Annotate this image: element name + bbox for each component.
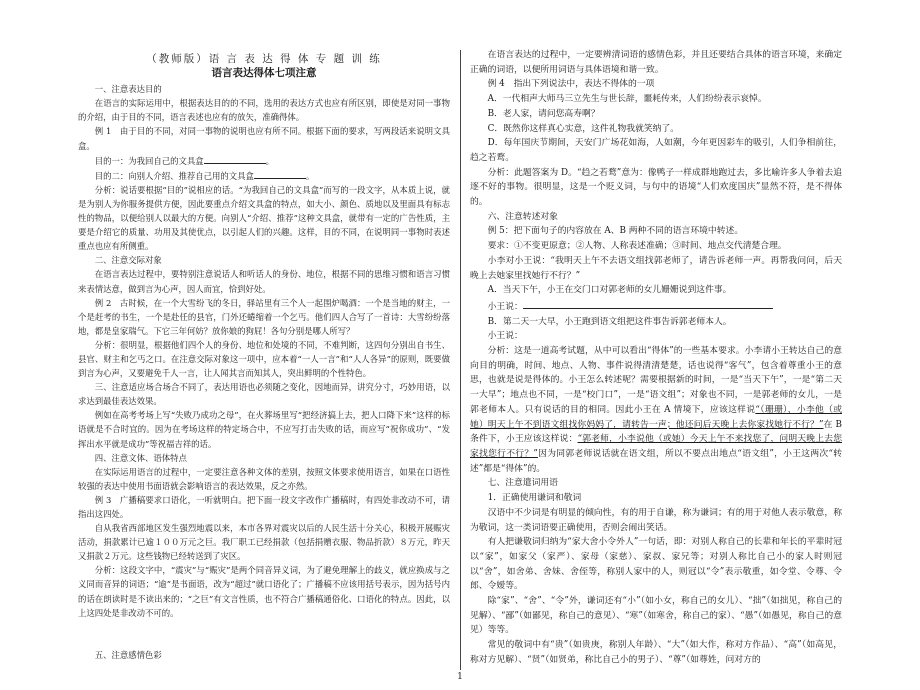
example: 例 5：把下面句子的内容放在 A、B 两种不同的语言环境中转述。 bbox=[487, 226, 744, 237]
doc-title: （教师版）语 言 表 达 得 体 专 题 训 练 bbox=[146, 53, 382, 65]
paragraph: 在语言的实际运用中，根据表达目的的不同，选用的表达方式也应有所区别，即使是对同一事物的介绍，由于目的不同，语言表述也应有的放矢，准确得体。 bbox=[78, 98, 450, 123]
paragraph: 在语言表达的过程中，一定要辨清词语的感情色彩，并且还要结合具体的语言环境，来确定正确的词语，以便所用词语与具体语境和谐一致。 bbox=[470, 50, 842, 75]
doc-subtitle: 语言表达得体七项注意 bbox=[211, 67, 317, 80]
right-column bbox=[470, 48, 842, 668]
example: 例 1 由于目的不同，对同一事物的说明也应有所不同。根据下面的要求，写两段话来说明文具盒。 bbox=[78, 126, 450, 151]
left-column bbox=[78, 48, 450, 662]
analysis: 分析：这段文字中，“震灾”与“赈灾”是两个同音异义词，为了避免理解上的歧义，就应换成与之义同而音异的词语；“逾”是书面语，改为“超过”就口语化了；广播稿不应该用括号表示，因为括号内的话在朗读时是不读出来的；“之巨”有文言性质，也不符合广播稿通俗化、口语化的特点。因此，以上这四处是非改动不可的。 bbox=[78, 565, 450, 618]
analysis: 分析：这是一道高考试题，从中可以看出“得体”的一些基本要求。小李请小王转达自己的意向目的明确，时间、地点、人物、事件说得清清楚楚，话也说得“客气”，包含着尊重小王的意思，也就是说是得体的。小王怎么转述呢？需要根据新的时间，一是“当天下午”，一是“第二天一大早”；地点也不同，一是“校门口”，一是“语文组”；对象也不同，一是郭老师的女儿，一是郭老师本人。只有说话的目的相同。因此小王在 A 情境下，应该这样说“（珊珊），小李他（或她）明天上午不到语文组找你妈妈了，请转告一声；他还问后天晚上去你家找她行不行？”在 B 条件下，小王应该这样说：“郭老师，小李说他（或她）今天上午不来找您了，问明天晚上去您家找您行不行？”因为同郭老师说话就在语文组，所以不要点出地点“语文组”，小王这两次“转述”都是“得体”的。 bbox=[470, 346, 843, 474]
paragraph: 例如在高考考场上写“失败乃成功之母”，在火葬场里写“把经济搞上去，把人口降下来”这样的标语就是不合时宜的。因为在考场这样的特定场合中，不应写打击失败的话，而应写“祝你成功”、“发挥出水平就是成功”等祝福吉祥的话。 bbox=[78, 410, 450, 449]
scenario-b: B．第二天一大早，小王跑到语文组把这件事告诉郭老师本人。 bbox=[487, 316, 732, 327]
paragraph: 在实际运用语言的过程中，一定要注意各种文体的差别，按照文体要求使用语言，如果在口语性较强的表达中使用书面语就会影响语言的表达效果，反之亦然。 bbox=[78, 466, 450, 491]
underlined-answer: “郭老师，小李说他（或她）今天上午不来找您了，问明天晚上去您家找您行不行？” bbox=[470, 434, 842, 459]
answer-blank bbox=[254, 168, 306, 179]
analysis: 分析：此题答案为 D。“趋之若鹜”意为：像鸭子一样成群地跑过去，多比喻许多人争着去追逐不好的事物。很明显，这是一个贬义词，与句中的语境“人们欢度国庆”显然不符，是不得体的。 bbox=[470, 167, 842, 208]
paragraph: 在语言表达过程中，要特别注意说话人和听话人的身份、地位，根据不同的思维习惯和语言习惯来表情达意，做到言为心声，因人而宜，恰到好处。 bbox=[78, 269, 450, 294]
paragraph: 有人把谦敬词归纳为“家大舍小令外人”一句话，即：对别人称自己的长辈和年长的平辈时冠以“家”，如家父（家严）、家母（家慈）、家叔、家兄等；对别人称比自己小的家人时则冠以“舍”，如舍弟、舍妹、舍侄等，称别人家中的人，则冠以“令”表示敬重，如令堂、令尊、令郎、令嫒等。 bbox=[470, 537, 842, 592]
answer-line: 小王说： bbox=[470, 298, 842, 315]
example: 例 2 古时候，在一个大雪纷飞的冬日，驿站里有三个人一起围炉喝酒：一个是当地的财主，一个是赶考的书生，一个是赴任的县官，门外还蜷缩着一个乞丐。他们四人合写了一首诗：大雪纷纷落地，都是皇家瑞气。下它三年何妨？放你娘的狗屁！各句分别是哪人所写？ bbox=[78, 297, 450, 336]
analysis: 分析：说话要根据“目的”说相应的话。“为我回自己的文具盒”而写的一段文字，从本质上说，就是为别人为你服务提供方便，因此要重点介绍文具盒的特点，如大小、颜色、质地以及里面具有标志性的物品，以便给别人以最大的方便。向别人“介绍、推荐”这种文具盒，就带有一定的广告性质，主要是介绍它的质量、功用及其使优点，以引起人们的兴趣。这样，目的不同，在说明同一事物时表述重点也应有所侧重。 bbox=[78, 184, 450, 252]
paragraph: 常见的敬词中有“贵”（如贵庚，称别人年龄）、“大”（如大作，称对方作品）、“高”（如高见，称对方见解）、“贤”（如贤弟，称比自己小的男子）、“尊”（如尊姓，问对方的 bbox=[470, 640, 842, 665]
section-heading: 三、注意适应场合场合不同了，表达用语也必须随之变化，因地而异，讲究分寸，巧妙用语，以求达到最佳表达效果。 bbox=[78, 382, 450, 407]
subsection-heading: 1．正确使用谦词和敬词 bbox=[487, 493, 582, 504]
section-heading: 六、注意转述对象 bbox=[487, 211, 558, 222]
section-heading: 二、注意交际对象 bbox=[94, 255, 162, 266]
example: 例 4 指出下列说法中，表达不得体的一项 bbox=[487, 79, 655, 90]
option-c: C．既然你这样真心实意，这件礼物我就笑纳了。 bbox=[487, 123, 680, 134]
column-divider bbox=[460, 50, 461, 670]
paragraph: 汉语中不少词是有明显的倾向性，有的用于自谦，称为谦词；有的用于对他人表示敬意，称为敬词，这一类词语要正确使用，否则会闹出笑话。 bbox=[470, 507, 842, 533]
answer-line: 小王说： bbox=[487, 331, 523, 342]
example: 例 3 广播稿要求口语化，一听就明白。把下面一段文字改作广播稿时，有四处非改动不可，请指出这四处。 bbox=[78, 494, 450, 519]
section-heading: 五、注意感情色彩 bbox=[94, 649, 162, 660]
quote: 小李对小王说：“我明天上午不去语文组找郭老师了，请告诉老师一声。再帮我问问，后天晚上去她家里找她行不行？” bbox=[470, 255, 842, 281]
answer-blank bbox=[204, 153, 266, 164]
option-a: A．一代相声大师马三立先生与世长辞，噩耗传来，人们纷纷表示哀悼。 bbox=[487, 94, 767, 105]
spacer bbox=[78, 620, 450, 648]
option-d: D．每年国庆节期间，天安门广场花如海，人如潮，今年更因彩车的吸引，人们争相前往，趋之若鹜。 bbox=[470, 138, 842, 163]
section-heading: 七、注意遣词用语 bbox=[487, 478, 558, 489]
page-number: 1 bbox=[457, 672, 463, 682]
goal-line: 目的一：为我回自己的文具盒 。 bbox=[78, 153, 450, 168]
answer-blank bbox=[523, 298, 773, 309]
requirements: 要求：①不变更原意；②人物、人称表述准确；③时间、地点交代清楚合理。 bbox=[487, 241, 787, 252]
scenario-a: A．当天下午，小王在交门口对郭老师的女儿姗姗说到这件事。 bbox=[487, 285, 732, 296]
quote: 自从我省西部地区发生强烈地震以来，本市各界对震灾以后的人民生活十分关心，积极开展赈灾活动，捐款累计已逾１００万元之巨。我厂职工已经捐款（包括捐赠衣服、物品折款）８万元，昨天又捐款２万元。这些钱物已经转送到了灾区。 bbox=[78, 523, 450, 562]
option-b: B．老人家，请问您高寿啊？ bbox=[487, 108, 600, 119]
section-heading: 一、注意表达目的 bbox=[94, 84, 162, 95]
analysis: 分析：很明显，根据他们四个人的身份、地位和处境的不同，不难判断，这四句分别出自书生、县官、财主和乞丐之口。在注意交际对象这一项中，应本着“一人一言”和“人人各异”的原则，既要做到言为心声，又要避免千人一言，让人闻其言而知其人，突出鲜明的个性特色。 bbox=[78, 339, 450, 379]
goal-line: 目的二：向别人介绍、推荐自己用的文具盒 。 bbox=[78, 168, 450, 183]
section-heading: 四、注意文体、语体特点 bbox=[94, 452, 187, 463]
paragraph: 除“家”、“舍”、“令”外，谦词还有“小”（如小女，称自己的女儿）、“拙”（如拙见，称自己的见解）、“鄙”（如鄙见，称自己的意见）、“寒”（如寒舍，称自己的家）、“愚”（如愚见，称自己的意见）等等。 bbox=[470, 596, 842, 636]
underlined-answer: “（珊珊），小李他（或她）明天上午不到语文组找你妈妈了，请转告一声；他还问后天晚上去你家找她行不行？” bbox=[470, 404, 842, 430]
